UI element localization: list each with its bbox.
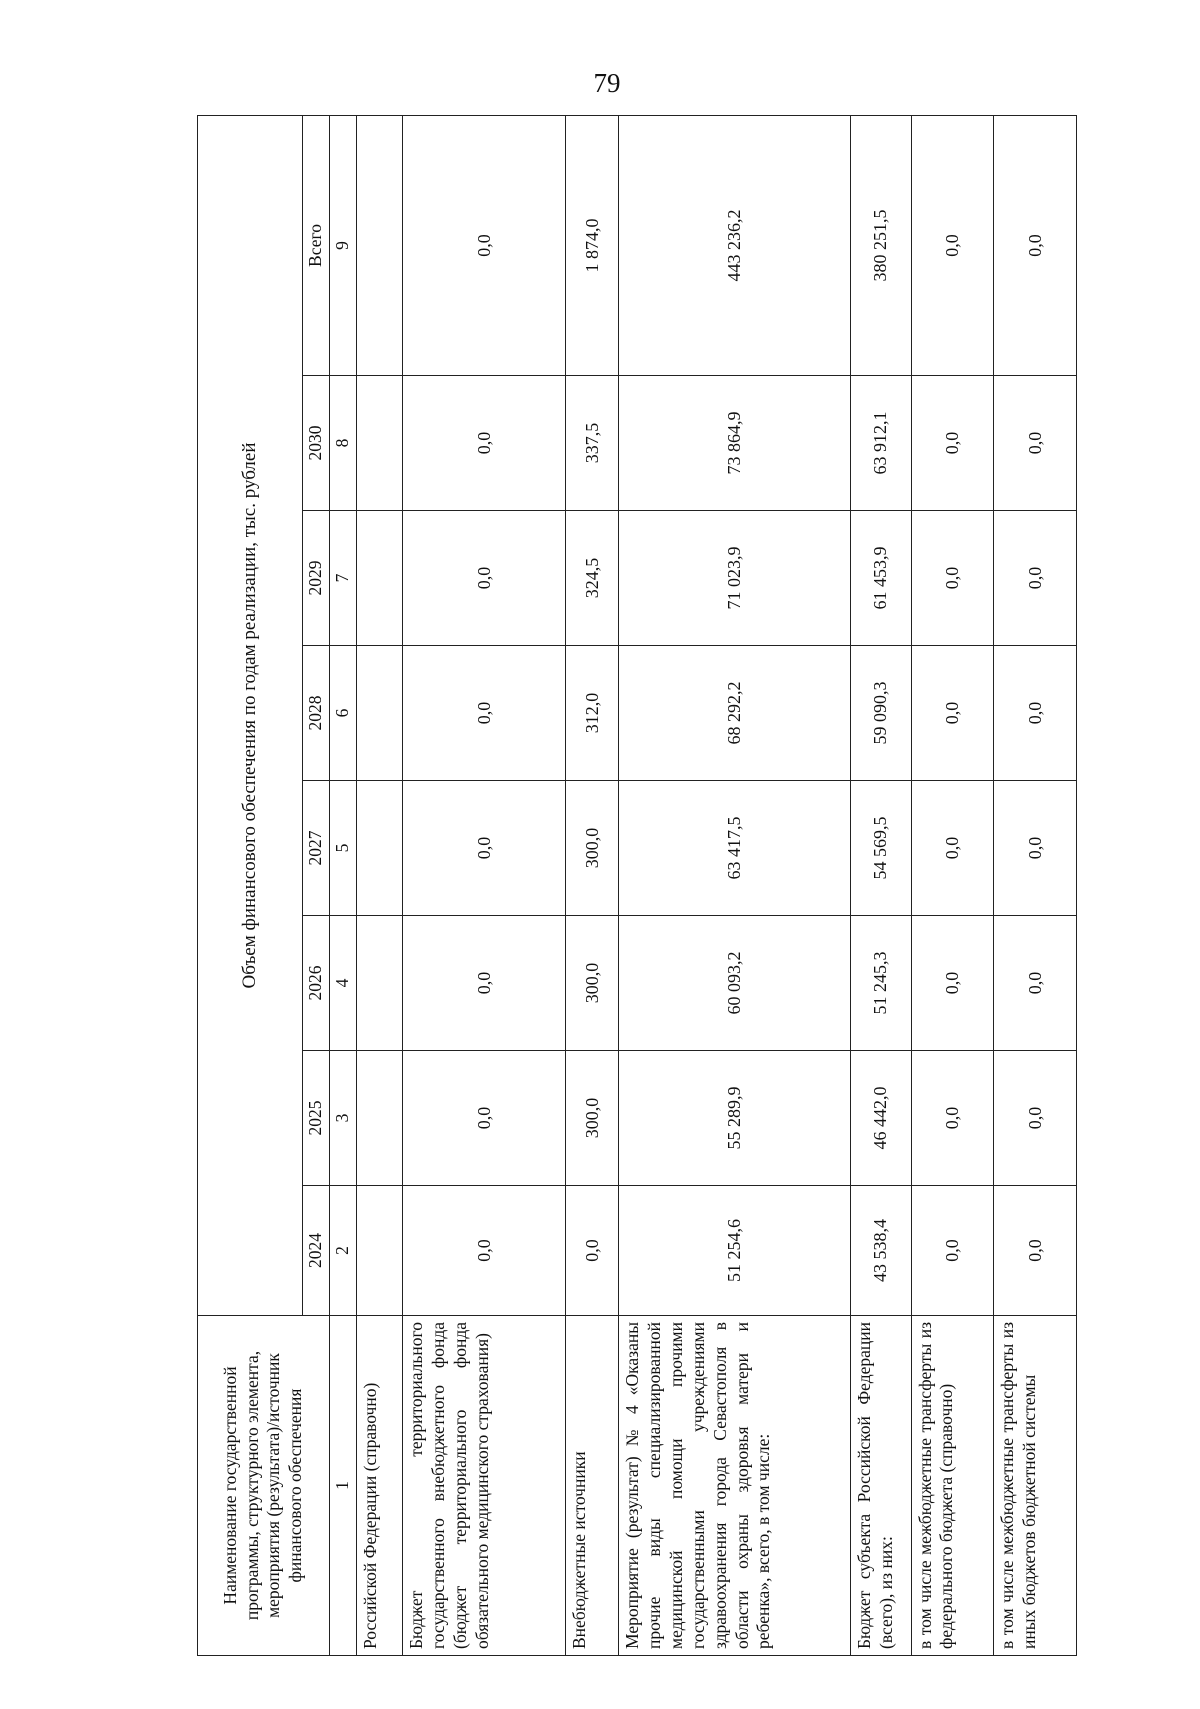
value-cell: 300,0 bbox=[566, 916, 619, 1051]
value-cell bbox=[356, 916, 402, 1051]
value-cell: 43 538,4 bbox=[850, 1186, 911, 1316]
header-total: Всего bbox=[303, 115, 330, 375]
table-row bbox=[619, 115, 851, 1655]
value-cell: 61 453,9 bbox=[850, 511, 911, 646]
header-year: 2030 bbox=[303, 376, 330, 511]
value-cell: 55 289,9 bbox=[619, 1051, 851, 1186]
value-cell: 324,5 bbox=[566, 511, 619, 646]
header-year: 2027 bbox=[303, 781, 330, 916]
value-cell: 73 864,9 bbox=[619, 376, 851, 511]
row-label: Внебюджетные источники bbox=[566, 1316, 619, 1656]
value-cell: 46 442,0 bbox=[850, 1051, 911, 1186]
value-cell: 0,0 bbox=[994, 781, 1077, 916]
header-year: 2029 bbox=[303, 511, 330, 646]
col-number: 8 bbox=[329, 376, 356, 511]
value-cell bbox=[356, 781, 402, 916]
financing-table bbox=[197, 115, 1077, 1656]
value-cell: 0,0 bbox=[911, 115, 994, 375]
header-group-cell: Объем финансового обеспечения по годам реализации, тыс. рублей bbox=[198, 115, 303, 1315]
value-cell: 60 093,2 bbox=[619, 916, 851, 1051]
value-cell: 51 245,3 bbox=[850, 916, 911, 1051]
col-number: 4 bbox=[329, 916, 356, 1051]
table-row bbox=[566, 115, 619, 1655]
row-label: Бюджет территориального государственного внебюджетного фонда (бюджет территориального фонда обязательного медицинского страхования) bbox=[403, 1316, 566, 1656]
value-cell: 0,0 bbox=[403, 511, 566, 646]
value-cell: 0,0 bbox=[911, 646, 994, 781]
col-number: 7 bbox=[329, 511, 356, 646]
value-cell: 0,0 bbox=[911, 1186, 994, 1316]
value-cell: 443 236,2 bbox=[619, 115, 851, 375]
value-cell: 0,0 bbox=[911, 1051, 994, 1186]
value-cell: 380 251,5 bbox=[850, 115, 911, 375]
page-number: 79 bbox=[593, 68, 621, 98]
value-cell: 0,0 bbox=[403, 115, 566, 375]
value-cell: 51 254,6 bbox=[619, 1186, 851, 1316]
value-cell: 0,0 bbox=[403, 916, 566, 1051]
value-cell: 0,0 bbox=[911, 376, 994, 511]
col-number: 9 bbox=[329, 115, 356, 375]
header-year: 2025 bbox=[303, 1051, 330, 1186]
value-cell: 0,0 bbox=[403, 1186, 566, 1316]
value-cell: 300,0 bbox=[566, 1051, 619, 1186]
row-label: в том числе межбюджетные трансферты из федерального бюджета (справочно) bbox=[911, 1316, 994, 1656]
value-cell: 337,5 bbox=[566, 376, 619, 511]
value-cell: 0,0 bbox=[994, 646, 1077, 781]
row-label: в том числе межбюджетные трансферты из иных бюджетов бюджетной системы bbox=[994, 1316, 1077, 1656]
value-cell: 0,0 bbox=[994, 511, 1077, 646]
value-cell: 0,0 bbox=[403, 646, 566, 781]
value-cell: 0,0 bbox=[566, 1186, 619, 1316]
value-cell: 0,0 bbox=[911, 916, 994, 1051]
value-cell bbox=[356, 1186, 402, 1316]
value-cell: 300,0 bbox=[566, 781, 619, 916]
header-year: 2026 bbox=[303, 916, 330, 1051]
value-cell: 0,0 bbox=[994, 376, 1077, 511]
value-cell: 312,0 bbox=[566, 646, 619, 781]
value-cell: 0,0 bbox=[994, 115, 1077, 375]
col-number: 3 bbox=[329, 1051, 356, 1186]
col-number: 6 bbox=[329, 646, 356, 781]
header-name-cell: Наименование государственной программы, структурного элемента, мероприятия (результата)/источник финансового обеспечения bbox=[198, 1316, 330, 1656]
value-cell: 63 417,5 bbox=[619, 781, 851, 916]
col-number: 2 bbox=[329, 1186, 356, 1316]
value-cell bbox=[356, 646, 402, 781]
header-year: 2024 bbox=[303, 1186, 330, 1316]
value-cell bbox=[356, 376, 402, 511]
table-row bbox=[994, 115, 1077, 1655]
value-cell: 0,0 bbox=[403, 376, 566, 511]
col-number: 1 bbox=[329, 1316, 356, 1656]
row-label: Бюджет субъекта Российской Федерации (всего), из них: bbox=[850, 1316, 911, 1656]
value-cell: 0,0 bbox=[403, 1051, 566, 1186]
row-label: Российской Федерации (справочно) bbox=[356, 1316, 402, 1656]
value-cell: 0,0 bbox=[911, 511, 994, 646]
value-cell: 0,0 bbox=[911, 781, 994, 916]
value-cell: 59 090,3 bbox=[850, 646, 911, 781]
value-cell bbox=[356, 511, 402, 646]
table-row bbox=[403, 115, 566, 1655]
rotated-table-container bbox=[197, 116, 1077, 1656]
col-number: 5 bbox=[329, 781, 356, 916]
header-year: 2028 bbox=[303, 646, 330, 781]
value-cell: 63 912,1 bbox=[850, 376, 911, 511]
value-cell: 0,0 bbox=[994, 916, 1077, 1051]
value-cell: 0,0 bbox=[994, 1186, 1077, 1316]
value-cell: 1 874,0 bbox=[566, 115, 619, 375]
table-row bbox=[850, 115, 911, 1655]
value-cell: 71 023,9 bbox=[619, 511, 851, 646]
table-row bbox=[356, 115, 402, 1655]
value-cell bbox=[356, 115, 402, 375]
table-row bbox=[911, 115, 994, 1655]
value-cell: 54 569,5 bbox=[850, 781, 911, 916]
row-label: Мероприятие (результат) № 4 «Оказаны прочие виды специализированной медицинской помощи прочими государственными учреждениями здравоохранения города Севастополя в области охраны здоровья матери и ребенка», всего, в том числе: bbox=[619, 1316, 851, 1656]
value-cell: 0,0 bbox=[403, 781, 566, 916]
value-cell: 68 292,2 bbox=[619, 646, 851, 781]
value-cell: 0,0 bbox=[994, 1051, 1077, 1186]
value-cell bbox=[356, 1051, 402, 1186]
